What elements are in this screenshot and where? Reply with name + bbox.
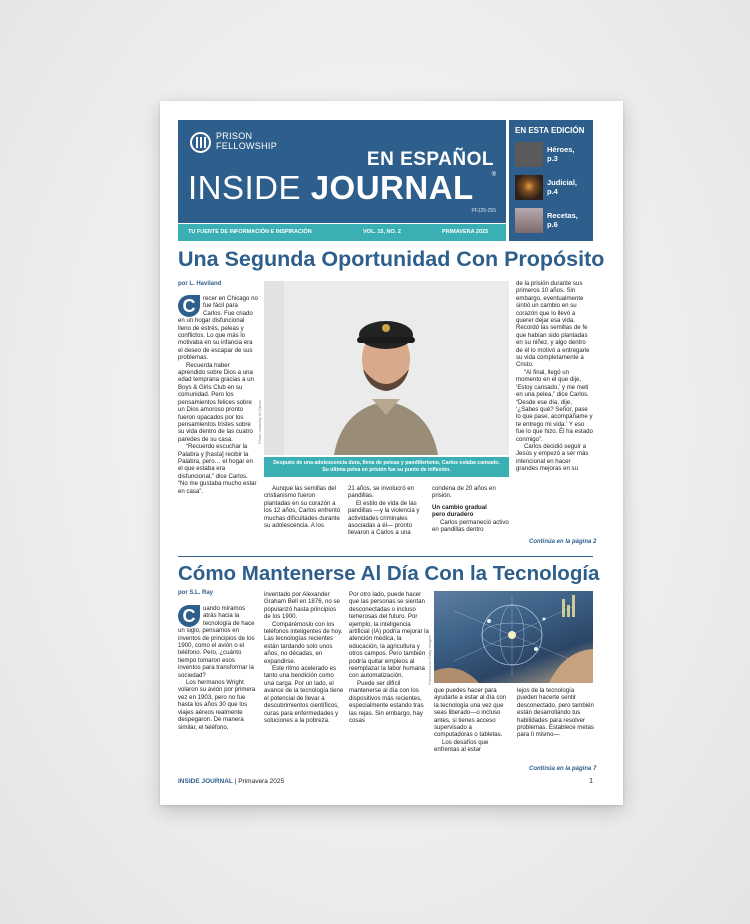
publication-title: INSIDE JOURNAL: [188, 169, 474, 206]
org-name: PRISON FELLOWSHIP: [216, 131, 278, 151]
article1-column-3: 21 años, se involucró en pandillas. El estilo de vida de las pandillas —y la violencia y actividades criminales asociadas a él— pronto llevaron a Carlos a una: [348, 485, 420, 537]
article1-continued[interactable]: Continúa en la página 2: [529, 539, 597, 545]
article2-photo-credit: Purchased on Getty Images: [427, 635, 432, 685]
page-number: 1: [589, 778, 593, 785]
edition-item-heroes[interactable]: Héroes, p.3: [515, 142, 589, 170]
section-divider: [178, 556, 593, 557]
article2-column-3: Por otro lado, puede hacer que las personas se sientan desconectadas o incluso temerosas del futuro. Por ejemplo, la inteligencia artificial (IA) podría mejorar la atención médica, la educación, la agricultura y otros campos. Pero también podría quitar empleos al reemplazar la labor humana con automatización. Puede ser difícil mantenerse al día con los dispositivos más recientes, especialmente estando tras las rejas. Sin embargo, hay cosas: [349, 591, 429, 724]
article1-headline: Una Segunda Oportunidad Con Propósito: [178, 247, 605, 271]
article2-headline: Cómo Mantenerse Al Día Con la Tecnología: [178, 562, 600, 585]
article2-byline: por S.L. Ray: [178, 590, 214, 596]
edition-language: EN ESPAÑOL: [366, 149, 494, 170]
article2-continued[interactable]: Continúa en la página 7: [529, 766, 597, 772]
technology-photo: [434, 591, 593, 683]
article2-column-4: que puedes hacer para ayudarte a estar al día con la tecnología una vez que seas liberado—o incluso antes, si tienes acceso supervisado a computadoras o tabletas. Los desafíos que enfrentas al estar: [434, 687, 507, 754]
prison-fellowship-logo-icon: [190, 132, 211, 153]
edition-box-title: EN ESTA EDICIÓN: [515, 126, 585, 135]
newspaper-page: [160, 101, 623, 805]
article1-column-4: condena de 20 años en prisión. Un cambio gradual pero duradero Carlos permaneció activo en pandillas dentro: [432, 485, 509, 534]
edition-item-recipes[interactable]: Recetas, p.6: [515, 208, 589, 236]
article1-byline: por L. Haviland: [178, 281, 222, 287]
judicial-thumbnail: [515, 175, 543, 200]
recipes-thumbnail: [515, 208, 543, 233]
in-this-edition-box: [509, 120, 593, 241]
article1-photo-credit: Photo courtesy of Carlos: [257, 400, 262, 444]
dropcap: C: [178, 295, 200, 317]
masthead: [178, 120, 506, 223]
dropcap: C: [178, 605, 200, 627]
tagline-bar: [178, 224, 506, 241]
edition-item-judicial[interactable]: Judicial, p.4: [515, 175, 589, 203]
page-footer: INSIDE JOURNAL | Primavera 2025: [178, 778, 285, 785]
subhead: Un cambio gradual pero duradero: [432, 503, 487, 519]
article2-column-1: C uando miramos atrás hacia la tecnología de hace un siglo, pensamos en inventos de principios de los 1900, como el avión o el teléfono. Pero, ¿cuánto tiempo tomaron esos inventos para transformar la sociedad? Los hermanos Wright volaron su avión por primera vez en 1903, pero no fue hasta los años 30 que los viajes aéreos realmente despegaron. De manera similar, el teléfono,: [178, 605, 256, 731]
article2-column-5: lejos de la tecnología pueden hacerte sentir desconectado, pero también están desarrollando tus habilidades para resolver problemas. Establece metas para ti mismo—: [517, 687, 594, 739]
publication-code: PFJ25-255: [471, 208, 496, 214]
article1-photo-caption: Después de una adolescencia dura, llena de peleas y pandillerismo, Carlos estaba cansado. Su última pelea en prisión fue su punto de inflexión.: [264, 457, 509, 477]
season: PRIMAVERA 2025: [442, 229, 489, 235]
article1-column-1: C recer en Chicago no fue fácil para Carlos. Fue criado en un hogar disfuncional lleno de estrés, peleas y conflictos. Lo que más lo motivaba en su infancia era el deseo de escapar de sus problemas. Recuerda haber aprendido sobre Dios a una edad temprana gracias a un Boys & Girls Club en su comunidad. Pero los pensamientos felices sobre un Dios amoroso pronto fueron opacados por los pensamientos tristes sobre su vida dentro de las cuatro paredes de su casa. “Recuerdo escuchar la Palabra y [hasta] recibir la Palabra, pero… el hogar en el que estaba era disfuncional,” dice Carlos. “No me gustaba mucho estar en casa”.: [178, 295, 258, 495]
article1-column-2: Aunque las semillas del cristianismo fueron plantadas en su corazón a los 12 años, Carlos enfrentó muchas dificultades durante su adolescencia. A los: [264, 485, 341, 530]
registered-mark: ®: [491, 172, 496, 178]
article2-column-2: inventado por Alexander Graham Bell en 1876, no se popularizó hasta principios de los 1900. Compárémoslo con los teléfonos inteligentes de hoy. Las tecnologías recientes están tardando solo unos años, no décadas, en expandirse. Este ritmo acelerado es tanto una bendición como una carga. Por un lado, el avance de la tecnología tiene el potencial de llevar a descubrimientos científicos, curas para enfermedades y soluciones a la pobreza.: [264, 591, 344, 724]
tagline: TU FUENTE DE INFORMACIÓN E INSPIRACIÓN: [188, 229, 312, 235]
heroes-thumbnail: [515, 142, 543, 167]
carlos-photo: [264, 281, 509, 455]
volume: VOL. 15, NO. 2: [363, 229, 401, 235]
article1-column-5: de la prisión durante sus primeros 10 años. Sin embargo, eventualmente sintió un cambio en su corazón que lo llevó a querer dejar esa vida. Recordó las semillas de fe que habían sido plantadas en su niñez, y algo dentro de él lo motivó a entregarle su vida completamente a Cristo. “Al final, llegó un momento en el que dije, ‘Estoy cansado,’ y me metí en una pelea,” dice Carlos. “Desde ese día, dije, ‘¿Sabes qué? Señor, pase lo que pase, acompáñame y te entrego mi vida.’ Y eso fue lo que hizo. Él ha estado conmigo”. Carlos decidió seguir a Jesús y empezó a ser más intencional en hacer grandes mejoras en su: [516, 280, 593, 473]
